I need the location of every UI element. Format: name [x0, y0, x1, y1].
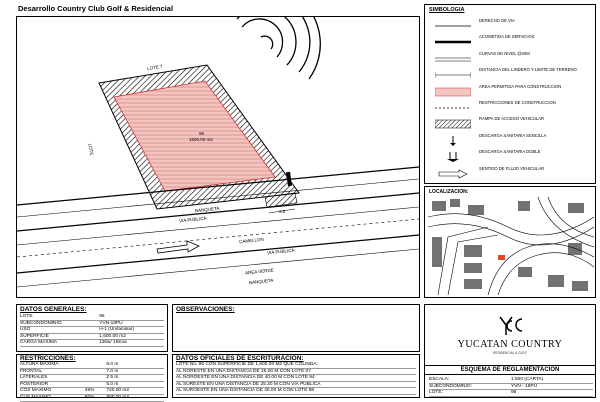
restricciones-row-cell [85, 375, 107, 381]
banqueta-label: BANQUETA [194, 205, 220, 214]
restricciones-title: RESTRICCIONES: [20, 355, 76, 362]
legend-item-label: DISTANCIA DEL LINDERO Y LIMITE DE TERRENO [479, 67, 577, 73]
datos-generales-row-cell: 96 [99, 314, 105, 319]
restricciones-row-cell: 720.00 m2 [106, 388, 130, 394]
via-publica-2-label: VIA PUBLICA [266, 247, 295, 256]
restricciones-row [20, 362, 164, 369]
hatch-icon [435, 116, 471, 126]
datos-generales-row [20, 321, 164, 328]
legend-panel [424, 4, 596, 184]
restricciones-row-cell: 8.0 m [106, 362, 119, 367]
escrituracion-line: AL SUROESTE EN UNA DISTANCIA DE 40.00 M CON LOTE 98 [176, 388, 416, 395]
dim-icon [435, 67, 471, 77]
legend-item-label: RESTRICCIONES DE CONSTRUCCION [479, 100, 556, 105]
restricciones-row-cell: 800.00 m2 [106, 394, 130, 400]
datos-generales-row [20, 340, 164, 347]
legend-item [425, 17, 595, 30]
datos-generales-row-cell: H-1 (Unifamiliar) [99, 327, 135, 333]
brand-panel [424, 304, 596, 398]
arrow-flow-icon [435, 166, 471, 176]
restricciones-table [17, 362, 167, 402]
restricciones-row [20, 369, 164, 376]
datos-generales-title: DATOS GENERALES: [20, 306, 87, 313]
escrituracion-lines [173, 362, 419, 395]
esquema-row-cell: 96 [511, 390, 517, 396]
contour-icon [435, 51, 471, 61]
legend-item-label: SENTIDO DE FLUJO VEHICULAR [479, 165, 545, 171]
location-panel [424, 186, 596, 298]
esquema-row-cell: YVN - 18PU [511, 383, 538, 389]
escrituracion-line: AL NORESTE EN UNA DISTANCIA DE 25.00 M CON LOTE 07 [176, 369, 416, 376]
datos-generales-row-cell: CARGA MAXIMA [20, 340, 58, 346]
restricciones-row [20, 375, 164, 382]
restricciones-row-cell: ALTURA MAXIMA [20, 362, 59, 367]
dim-label: 3.5 [279, 209, 286, 214]
restricciones-row [20, 395, 164, 402]
flow-arrow [157, 241, 199, 253]
arrow-double-icon [435, 149, 471, 159]
restricciones-row-cell: 5.0 m [106, 381, 119, 387]
escrituracion-line: AL NOROESTE EN UNA DISTANCIA DE 40.00 M CON LOTE 94 [176, 375, 416, 382]
datos-generales-row-cell: USO [20, 327, 31, 333]
restricciones-row-cell: 80% [84, 394, 95, 400]
restricciones-row-cell: CUS MAXIMO [20, 394, 51, 400]
observaciones-title: OBSERVACIONES: [176, 306, 235, 313]
legend-list [425, 17, 595, 183]
datos-generales-table [17, 314, 167, 347]
restricciones-row-cell: 45% [84, 388, 95, 394]
datos-generales-row-cell: LOTE [20, 314, 33, 319]
restricciones-panel [16, 354, 168, 398]
restricciones-row-cell: FRONTAL [20, 368, 43, 374]
datos-generales-row-cell: SUPERFICIE [20, 333, 49, 339]
lot-left-label: LOTE [87, 143, 95, 156]
restricciones-row-cell [85, 369, 107, 375]
esquema-row-cell: LOTE: [429, 390, 443, 396]
legend-item-label: DESCARGA SANITARIA SENCILLA [479, 132, 547, 138]
legend-item [425, 148, 595, 161]
legend-item [425, 50, 595, 63]
logo-subtext: RESIDENCIAL & GOLF [493, 351, 527, 355]
camellon-label: CAMELLON [238, 236, 264, 245]
restricciones-row-cell: LATERALES [20, 375, 48, 381]
restricciones-row-cell: 7.0 m [106, 368, 119, 374]
legend-item [425, 33, 595, 46]
legend-item-label: DESCARGA SANITARIA DOBLE [479, 149, 541, 155]
logo-text: YUCATAN COUNTRY [457, 339, 563, 350]
legend-item-label: DERECHO DE VIA [479, 18, 515, 23]
area-verde-label: AREA VERDE [244, 267, 274, 276]
esquema-title: ESQUEMA DE REGLAMENTACION [425, 365, 595, 375]
legend-item [425, 165, 595, 178]
legend-item [425, 83, 595, 96]
dashed-icon [435, 100, 471, 110]
restricciones-row [20, 388, 164, 395]
esquema-row-cell: SUBCONDOMINIO: [429, 383, 472, 389]
legend-item-label: CURVAS DE NIVEL @20M [479, 50, 530, 56]
pink-icon [435, 84, 471, 94]
restricciones-row-cell [85, 362, 107, 368]
datos-generales-row-cell: YVN-18PU [99, 320, 123, 326]
esquema-row-cell: 1:500 (CARTA) [511, 377, 544, 382]
escrituracion-panel [172, 354, 420, 398]
arrow-down-icon [435, 133, 471, 143]
location-title: LOCALIZACION: [429, 189, 469, 195]
legend-item-label: AREA PERMITIDA PARA CONSTRUCCION [479, 83, 562, 89]
legend-item [425, 99, 595, 112]
legend-item [425, 132, 595, 145]
escrituracion-line: AL SURESTE EN UNA DISTANCIA DE 25.30 M CON VIA PUBLICA [176, 382, 416, 389]
line-thin-icon [435, 18, 471, 28]
esquema-row-cell: ESCALA: [429, 377, 450, 382]
datos-generales-row-cell: SUBCONDOMINIO [20, 320, 62, 326]
esquema-row [429, 377, 593, 384]
observaciones-panel [172, 304, 420, 352]
yucatan-country-logo [496, 315, 526, 337]
restricciones-row-cell: COS MAXIMO [20, 388, 52, 394]
restricciones-row-cell: 2.5 m [106, 375, 119, 381]
restricciones-row [20, 382, 164, 389]
contour-lines [212, 17, 320, 79]
esquema-table [429, 377, 593, 397]
site-plan-frame [16, 16, 420, 298]
legend-item-label: RAMPA DE ACCESO VEHICULAR [479, 116, 545, 122]
legend-item [425, 66, 595, 79]
lot-7-label: LOTE 7 [146, 63, 163, 72]
legend-title: SIMBOLOGIA [429, 7, 465, 13]
lot-number-label: 96 [199, 131, 205, 136]
datos-generales-panel [16, 304, 168, 352]
site-plan-drawing [17, 17, 419, 297]
datos-generales-row [20, 334, 164, 341]
line-thick-icon [435, 34, 471, 44]
page-title: Desarrollo Country Club Golf & Residencial [18, 4, 174, 13]
esquema-row [429, 390, 593, 397]
lot-marker [498, 255, 505, 260]
banqueta-2-label: BANQUETA [248, 277, 274, 286]
restricciones-row-cell [85, 382, 107, 388]
location-map [428, 197, 594, 295]
via-publica-label: VIA PUBLICA [178, 215, 207, 224]
escrituracion-title: DATOS OFICIALES DE ESCRITURACION: [176, 355, 304, 362]
datos-generales-row-cell: 1,600.00 m2 [99, 333, 126, 339]
escrituracion-line: LOTE No. 96 CON SUPERFICIE DE 1,600.00 M2 QUE COLINDA: [176, 362, 416, 369]
datos-generales-row [20, 314, 164, 321]
esquema-row [429, 384, 593, 391]
datos-generales-row-cell: 12kw/ 15Kva [99, 340, 127, 346]
datos-generales-row [20, 327, 164, 334]
lot-area-label: 1600.00 m2 [189, 137, 213, 142]
legend-item [425, 115, 595, 128]
restricciones-row-cell: POSTERIOR [20, 381, 49, 387]
legend-item-label: ACOMETIDA DE SERVICIOS [479, 34, 535, 40]
